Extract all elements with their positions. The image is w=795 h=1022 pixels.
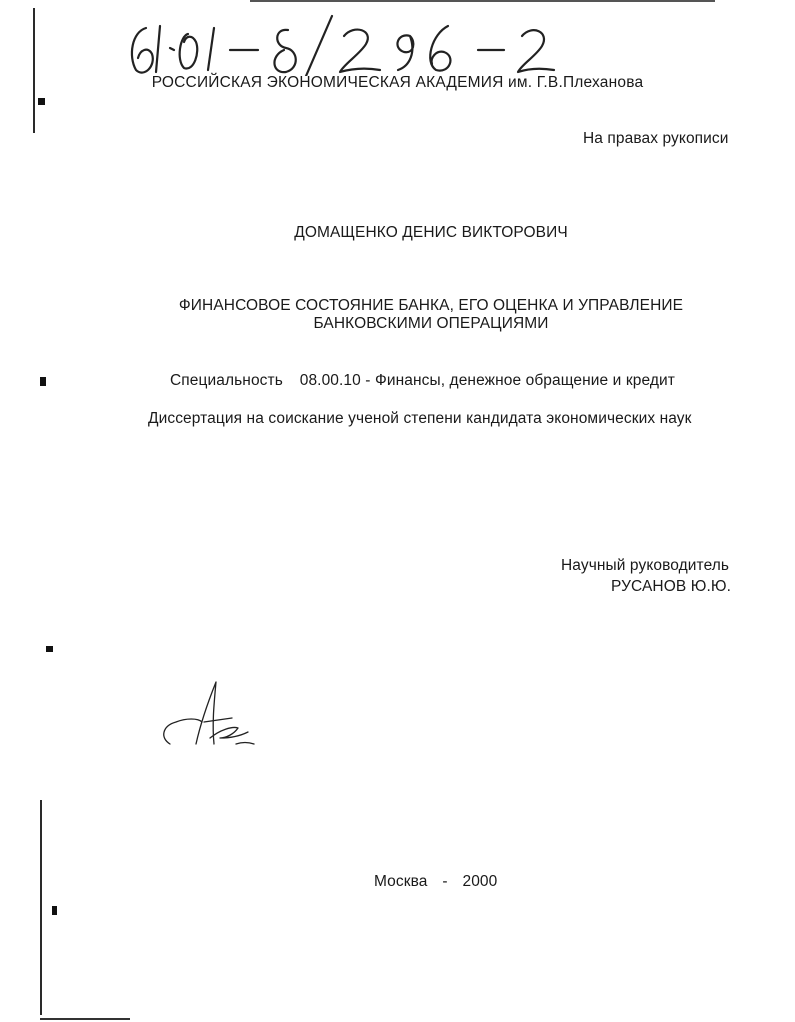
author-name: ДОМАЩЕНКО ДЕНИС ВИКТОРОВИЧ (294, 224, 568, 241)
institution-name: РОССИЙСКАЯ ЭКОНОМИЧЕСКАЯ АКАДЕМИЯ им. Г.В.Плеханова (151, 74, 644, 91)
specialty-name: - Финансы, денежное обращение и кредит (365, 372, 675, 389)
handwritten-archive-code (118, 6, 558, 76)
scan-speck (46, 646, 53, 652)
degree-line: Диссертация на соискание ученой степени кандидата экономических наук (148, 410, 692, 427)
specialty-label: Специальность (170, 372, 283, 389)
specialty-code: 08.00.10 (299, 372, 361, 389)
scan-edge-bottom (40, 1018, 130, 1020)
place-and-year (374, 873, 497, 891)
specialty-line (170, 372, 675, 390)
dissertation-title-line-2: БАНКОВСКИМИ ОПЕРАЦИЯМИ (313, 315, 549, 332)
scan-speck (40, 377, 46, 386)
place-year-separator: - (442, 873, 448, 890)
scan-edge-left (33, 8, 35, 133)
supervisor-label: Научный руководитель (561, 557, 730, 574)
supervisor-name: РУСАНОВ Ю.Ю. (611, 578, 732, 595)
scan-edge-top (250, 0, 715, 2)
dissertation-title-line-1: ФИНАНСОВОЕ СОСТОЯНИЕ БАНКА, ЕГО ОЦЕНКА И УПРАВЛЕНИЕ (178, 297, 684, 314)
year: 2000 (462, 873, 498, 890)
scan-speck (52, 906, 57, 915)
city: Москва (374, 873, 428, 890)
scan-speck (38, 98, 45, 105)
handwritten-signature (150, 672, 270, 762)
manuscript-rights-note: На правах рукописи (583, 130, 729, 147)
scan-edge-left-lower (40, 800, 42, 1015)
